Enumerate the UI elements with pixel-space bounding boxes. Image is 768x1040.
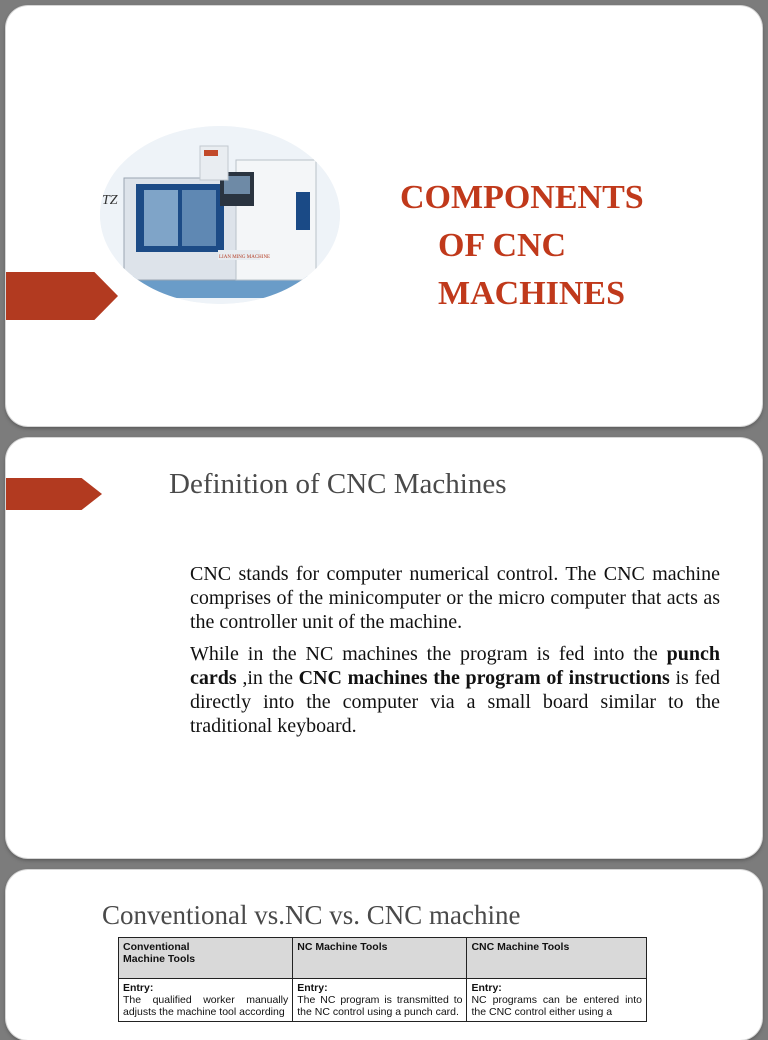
title-line: MACHINES — [438, 275, 626, 312]
slide-heading: Conventional vs.NC vs. CNC machine — [102, 900, 521, 930]
table-header-cell: CNC Machine Tools — [467, 938, 647, 979]
table-header-cell: NC Machine Tools — [293, 938, 467, 979]
title-line: OF CNC — [438, 227, 567, 264]
accent-arrow — [6, 272, 118, 320]
cnc-machine-image — [100, 126, 340, 304]
bullet-text-part: is fed directly into the computer via a small board similar to the traditional keyboard. — [190, 667, 720, 737]
table-cell — [119, 979, 293, 1022]
machine-brand-label: TZ — [102, 193, 118, 208]
bullet-bold-text: punch cards — [190, 643, 720, 689]
bullet-text-part: ,in the — [236, 667, 299, 689]
title-slide — [6, 6, 762, 426]
accent-arrow — [6, 478, 102, 510]
bullet-text-part: While in the NC machines the program is fed into the — [190, 643, 667, 665]
definition-slide — [6, 438, 762, 858]
table-cell — [467, 979, 647, 1022]
cell-label: Entry: — [471, 982, 502, 994]
table-header-cell: Conventional Machine Tools — [119, 938, 293, 979]
cell-text: NC programs can be entered into the CNC control either using a — [471, 994, 642, 1018]
table-cell — [293, 979, 467, 1022]
bullet-bold-text: CNC machines the program of instructions — [298, 667, 670, 689]
table-header-row — [119, 938, 647, 979]
bullet-list — [170, 562, 720, 746]
slide-heading: Definition of CNC Machines — [169, 468, 507, 500]
cell-text: The NC program is transmitted to the NC control using a punch card. — [297, 994, 463, 1018]
title-line: COMPONENTS — [400, 179, 644, 216]
comparison-slide — [6, 870, 762, 1040]
comparison-table — [118, 937, 647, 1022]
machine-plate-label: LIAN MING MACHINE — [219, 255, 271, 260]
cell-label: Entry: — [297, 982, 328, 994]
bullet-text: CNC stands for computer numerical control. The CNC machine comprises of the minicomputer or the micro computer that acts as the controller unit of the machine. — [190, 563, 720, 633]
bullet-item — [170, 562, 720, 634]
bullet-item — [170, 642, 720, 738]
cell-label: Entry: — [123, 982, 154, 994]
cell-text: The qualified worker manually adjusts the machine tool according — [123, 994, 289, 1018]
table-row — [119, 979, 647, 1022]
slide-title — [400, 174, 730, 318]
